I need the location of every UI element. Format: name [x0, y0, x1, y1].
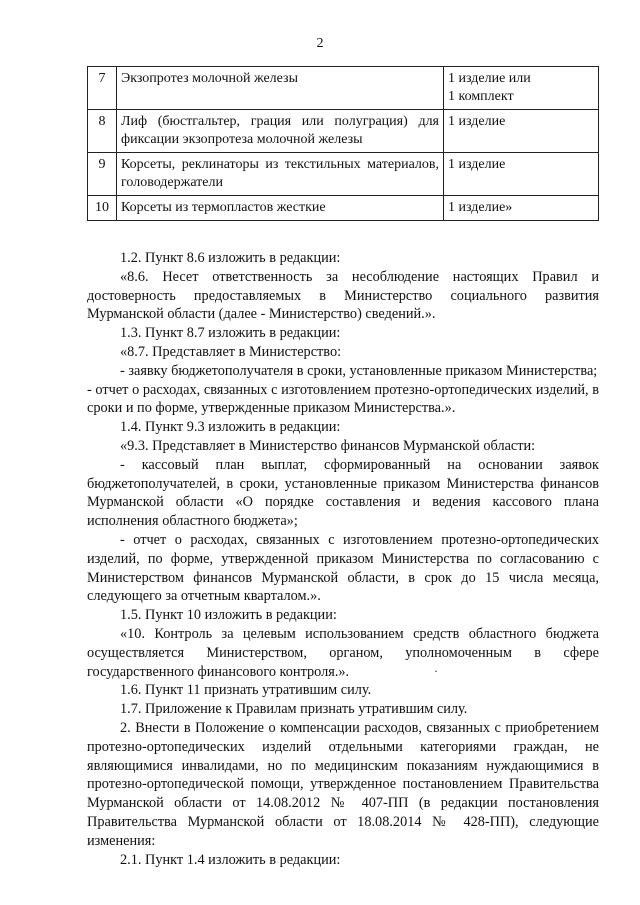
quantity-line: 1 изделие [448, 114, 506, 129]
paragraph: «10. Контроль за целевым использованием средств областного бюджета осуществляется Министерством, органом, уполномоченным в сфере государственного финансового контроля.». [87, 625, 599, 680]
body-text [87, 249, 599, 869]
item-quantity [444, 110, 599, 153]
page-number: 2 [316, 36, 324, 51]
paragraph: - кассовый план выплат, сформированный на основании заявок бюджетополучателей, в сроки, установленные приказом Министерства финансов Мурманской области «О порядке составления и ведения кассового плана исполнения областного бюджета»; [87, 456, 599, 530]
row-number: 9 [88, 153, 117, 196]
paragraph: 1.7. Приложение к Правилам признать утратившим силу. [120, 701, 468, 718]
quantity-line: 1 комплект [448, 89, 514, 104]
item-name: Корсеты из термопластов жесткие [117, 196, 444, 221]
table-row [88, 110, 599, 153]
paragraph: «8.7. Представляет в Министерство: [120, 343, 342, 360]
table-row [88, 196, 599, 221]
paragraph: 2. Внести в Положение о компенсации расходов, связанных с приобретением протезно-ортопедических изделий отдельными категориями граждан, не являющимися инвалидами, но по медицинским показаниям нуждающимися в протезно-ортопедической помощи, утвержденное постановлением Правительства Мурманской области от 14.08.2012 № 407-ПП (в редакции постановления Правительства Мурманской области от 18.08.2014 № 428-ПП), следующие изменения: [87, 719, 599, 849]
paragraph: 1.6. Пункт 11 признать утратившим силу. [120, 682, 372, 699]
paragraph: - заявку бюджетополучателя в сроки, установленные приказом Министерства; [120, 362, 598, 379]
quantity-line: 1 изделие [448, 157, 506, 172]
row-number: 7 [88, 67, 117, 110]
items-table [87, 66, 599, 221]
item-quantity [444, 67, 599, 110]
table-row [88, 67, 599, 110]
paragraph: 2.1. Пункт 1.4 изложить в редакции: [120, 851, 341, 868]
item-name: Лиф (бюстгальтер, грация или полуграция) для фиксации экзопротеза молочной железы [117, 110, 444, 153]
scan-speck: · [434, 664, 438, 678]
item-name: Корсеты, реклинаторы из текстильных материалов, головодержатели [117, 153, 444, 196]
quantity-line: 1 изделие» [448, 200, 513, 215]
item-quantity [444, 196, 599, 221]
table-row [88, 153, 599, 196]
item-name: Экзопротез молочной железы [117, 67, 444, 110]
paragraph: 1.5. Пункт 10 изложить в редакции: [120, 607, 337, 624]
quantity-line: 1 изделие или [448, 71, 531, 86]
row-number: 10 [88, 196, 117, 221]
paragraph: «8.6. Несет ответственность за несоблюдение настоящих Правил и достоверность предоставляемых в Министерство социального развития Мурманской области (далее - Министерство) сведений.». [87, 268, 599, 323]
item-quantity [444, 153, 599, 196]
paragraph: - отчет о расходах, связанных с изготовлением протезно-ортопедических изделий, по форме, утвержденной приказом Министерства по согласованию с Министерством финансов Мурманской области, в срок до 15 числа месяца, следующего за отчетным кварталом.». [87, 531, 599, 605]
paragraph: 1.2. Пункт 8.6 изложить в редакции: [120, 250, 341, 266]
paragraph: - отчет о расходах, связанных с изготовлением протезно-ортопедических изделий, в сроки и по форме, утвержденные приказом Министерства.». [87, 381, 599, 417]
paragraph: 1.4. Пункт 9.3 изложить в редакции: [120, 419, 341, 436]
paragraph: «9.3. Представляет в Министерство финансов Мурманской области: [120, 437, 536, 454]
row-number: 8 [88, 110, 117, 153]
paragraph: 1.3. Пункт 8.7 изложить в редакции: [120, 325, 341, 342]
